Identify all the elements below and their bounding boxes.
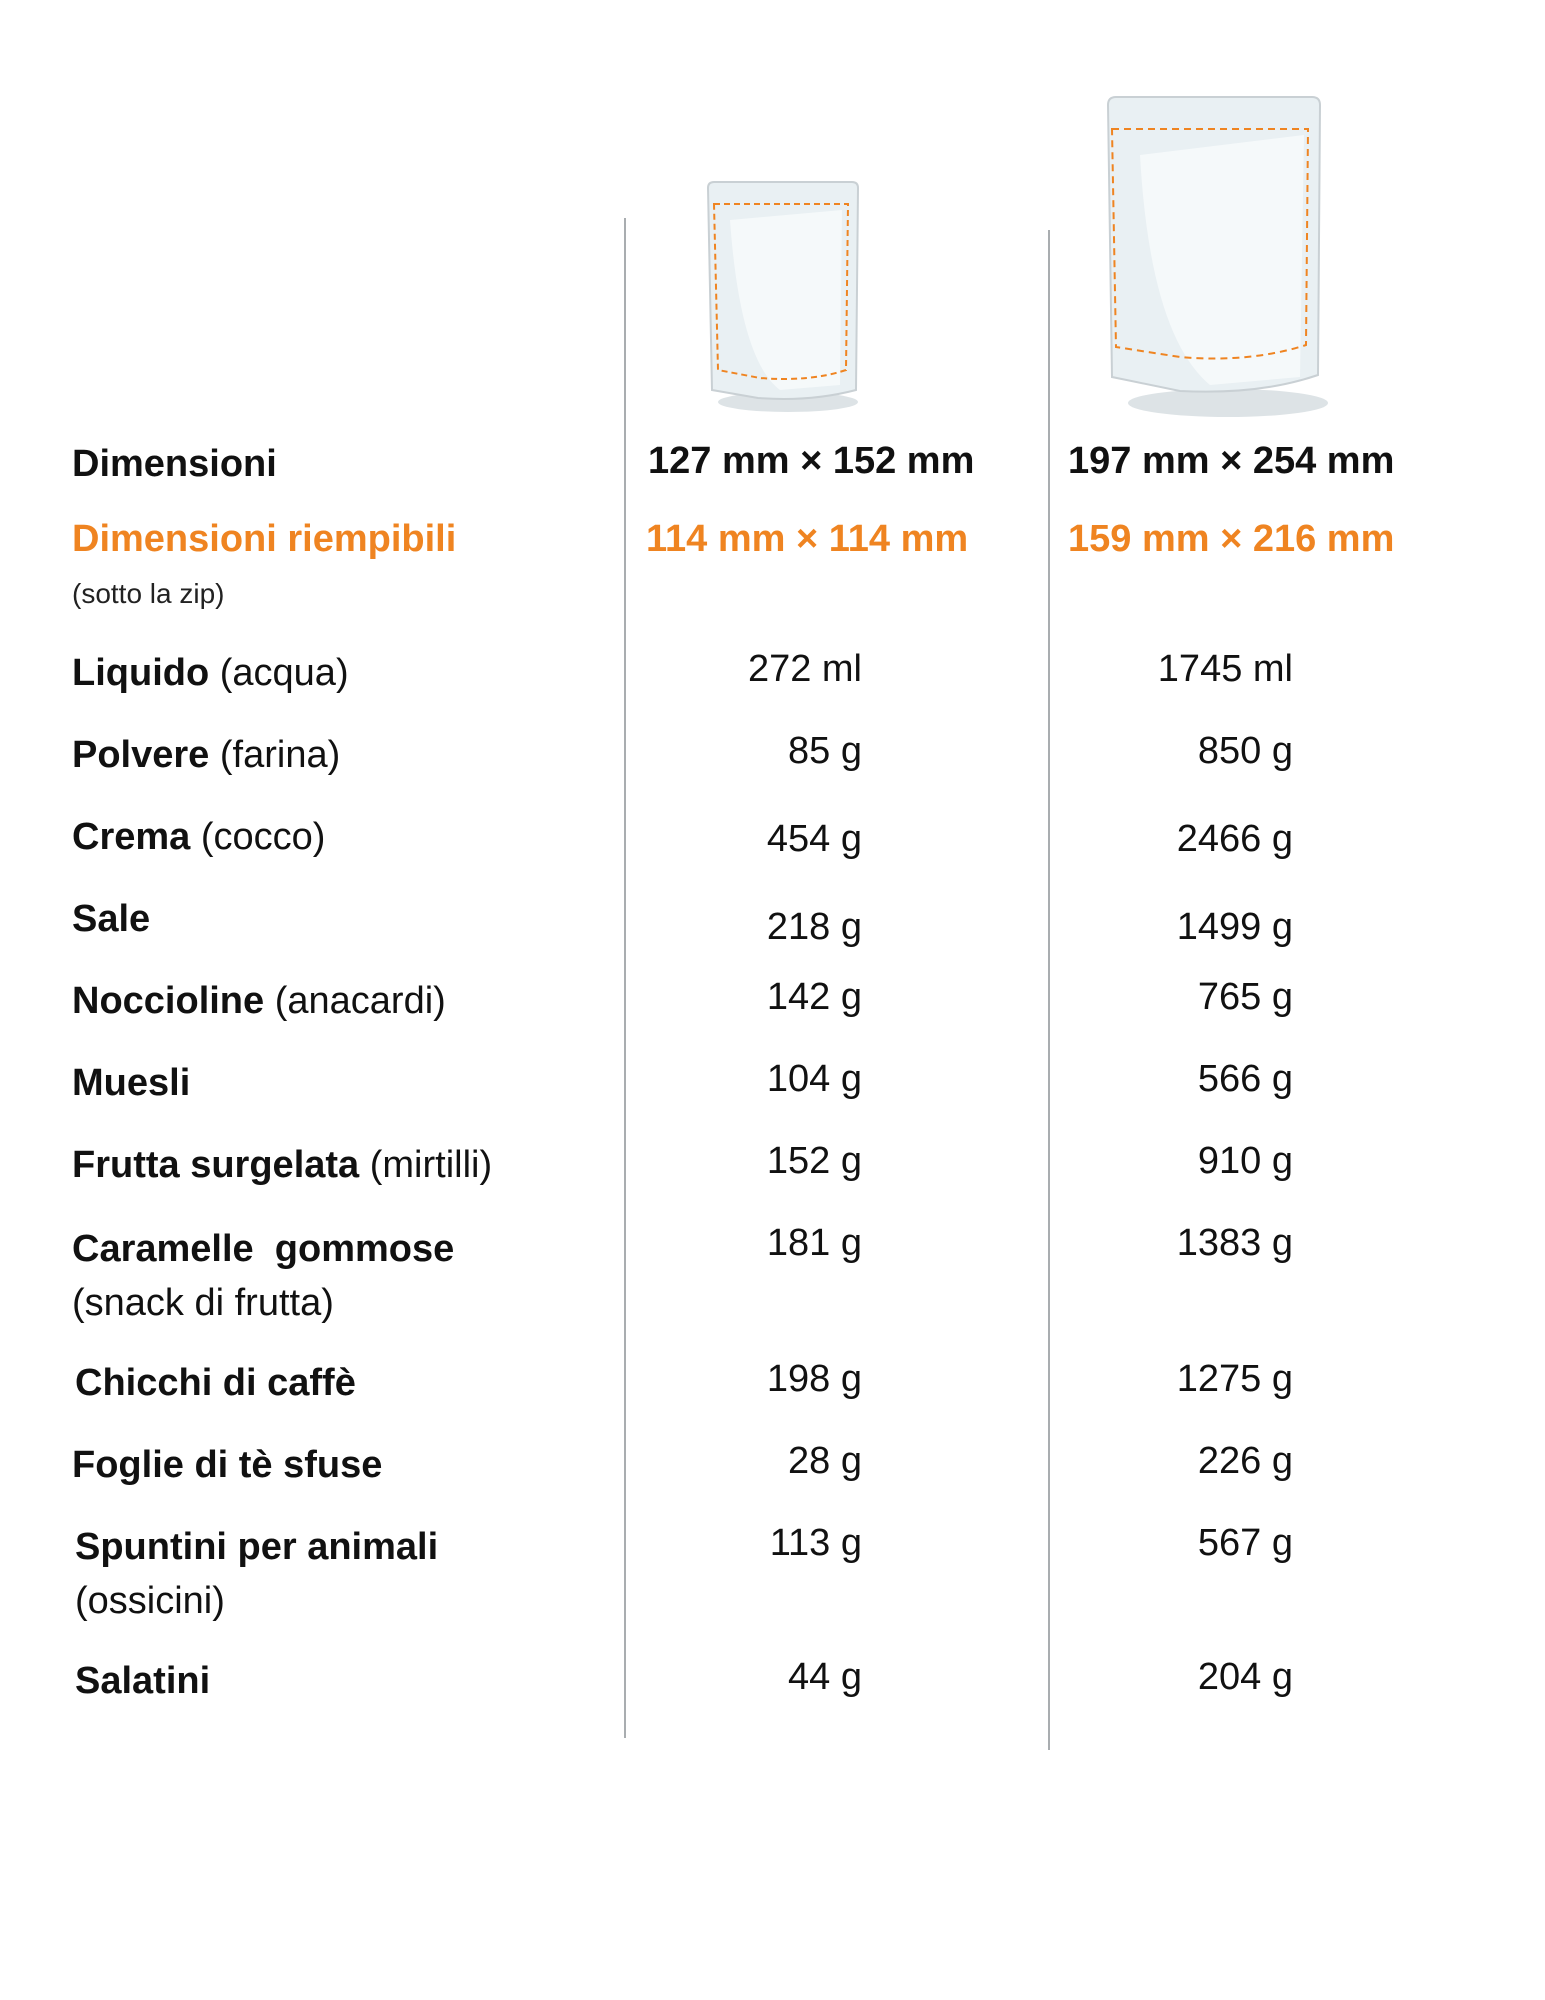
row-label-frutta <box>72 1138 492 1192</box>
row-label-spuntini <box>75 1520 438 1628</box>
row-name: Chicchi di caffè <box>75 1362 356 1404</box>
small-pouch-size: 127 mm × 152 mm <box>648 440 975 482</box>
row-value-small: 152 g <box>766 1140 862 1182</box>
row-value-large: 910 g <box>1197 1140 1293 1182</box>
row-name: Muesli <box>72 1062 191 1104</box>
row-note: (mirtilli) <box>369 1144 493 1186</box>
row-value-large: 1383 g <box>1176 1222 1293 1264</box>
row-value-large: 765 g <box>1197 976 1293 1018</box>
row-note: (ossicini) <box>75 1580 225 1622</box>
row-value-small: 28 g <box>788 1440 862 1482</box>
row-label-polvere <box>72 728 340 782</box>
row-value-small: 454 g <box>766 818 862 860</box>
row-value-small: 44 g <box>788 1656 862 1698</box>
row-name: Crema <box>72 816 191 858</box>
row-label-noccioline <box>72 974 446 1028</box>
row-note: (cocco) <box>200 816 326 858</box>
fill-dimensions-note: (sotto la zip) <box>72 578 225 609</box>
row-value-large: 1275 g <box>1176 1358 1293 1400</box>
large-pouch-fill-size: 159 mm × 216 mm <box>1068 518 1395 560</box>
row-name: Liquido <box>72 652 210 694</box>
row-note: (farina) <box>219 734 341 776</box>
row-name: Noccioline <box>72 980 265 1022</box>
fill-dimensions-label: Dimensioni riempibili <box>72 518 457 560</box>
row-label-sale <box>72 892 150 946</box>
large-pouch-size: 197 mm × 254 mm <box>1068 440 1395 482</box>
row-value-small: 113 g <box>769 1522 862 1564</box>
row-value-large: 204 g <box>1197 1656 1293 1698</box>
dimensions-label: Dimensioni <box>72 443 277 485</box>
column-divider-2 <box>1048 230 1050 1750</box>
row-value-small: 181 g <box>766 1222 862 1264</box>
row-name: Sale <box>72 898 151 940</box>
row-name: Salatini <box>75 1660 211 1702</box>
small-pouch-fill-size: 114 mm × 114 mm <box>646 518 969 560</box>
row-value-large: 1745 ml <box>1157 648 1293 690</box>
row-name: Frutta surgelata <box>72 1144 360 1186</box>
row-value-large: 226 g <box>1197 1440 1293 1482</box>
row-note: (anacardi) <box>274 980 446 1022</box>
row-label-crema <box>72 810 325 864</box>
row-name: Polvere <box>72 734 210 776</box>
row-label-caramelle <box>72 1222 454 1330</box>
row-value-small: 85 g <box>788 730 862 772</box>
row-label-salatini <box>75 1654 210 1708</box>
row-note: (snack di frutta) <box>72 1282 334 1324</box>
row-value-large: 567 g <box>1197 1522 1293 1564</box>
large-pouch-image <box>1100 95 1340 425</box>
row-value-large: 1499 g <box>1176 906 1293 948</box>
column-divider-1 <box>624 218 626 1738</box>
small-pouch-image <box>700 180 870 420</box>
row-label-te <box>72 1438 382 1492</box>
row-value-large: 850 g <box>1197 730 1293 772</box>
row-name: Caramelle gommose <box>72 1228 455 1270</box>
row-value-small: 104 g <box>766 1058 862 1100</box>
row-value-small: 142 g <box>766 976 862 1018</box>
row-label-muesli <box>72 1056 190 1110</box>
row-value-small: 218 g <box>766 906 862 948</box>
row-label-caffe <box>75 1356 356 1410</box>
row-name: Foglie di tè sfuse <box>72 1444 383 1486</box>
row-value-large: 2466 g <box>1176 818 1293 860</box>
row-label-liquido <box>72 646 349 700</box>
row-value-large: 566 g <box>1197 1058 1293 1100</box>
row-name: Spuntini per animali <box>75 1526 439 1568</box>
row-value-small: 272 ml <box>747 648 862 690</box>
row-value-small: 198 g <box>766 1358 862 1400</box>
row-note: (acqua) <box>219 652 349 694</box>
